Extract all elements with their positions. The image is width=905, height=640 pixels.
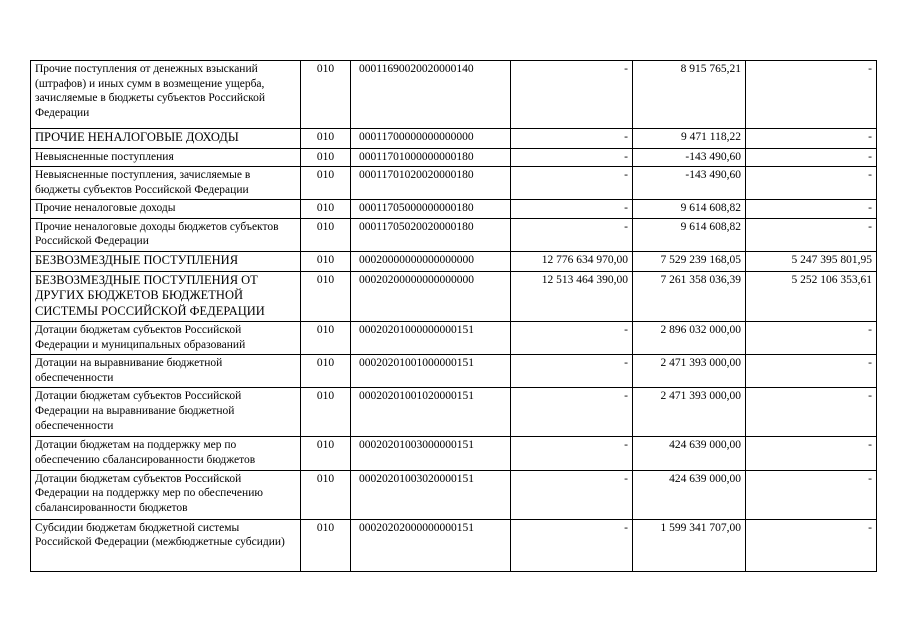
row-line-code: 010 (301, 355, 351, 388)
row-line-code: 010 (301, 218, 351, 251)
income-report-body (31, 61, 877, 572)
row-name: ПРОЧИЕ НЕНАЛОГОВЫЕ ДОХОДЫ (31, 129, 301, 149)
row-name: Дотации бюджетам на поддержку мер по обеспечению сбалансированности бюджетов (31, 437, 301, 470)
row-executed: 2 471 393 000,00 (633, 388, 746, 437)
row-budget-code: 00011701000000000180 (351, 148, 511, 167)
row-executed: 9 614 608,82 (633, 218, 746, 251)
row-approved: - (511, 129, 633, 149)
row-approved: - (511, 200, 633, 219)
row-budget-code: 00020201001020000151 (351, 388, 511, 437)
row-name: Прочие неналоговые доходы (31, 200, 301, 219)
row-line-code: 010 (301, 271, 351, 322)
row-approved: - (511, 470, 633, 519)
table-row (31, 519, 877, 571)
row-approved: - (511, 148, 633, 167)
row-name: БЕЗВОЗМЕЗДНЫЕ ПОСТУПЛЕНИЯ (31, 252, 301, 272)
row-unexecuted: - (746, 61, 877, 129)
row-approved: - (511, 519, 633, 571)
row-unexecuted: 5 247 395 801,95 (746, 252, 877, 272)
row-executed: 2 471 393 000,00 (633, 355, 746, 388)
row-line-code: 010 (301, 252, 351, 272)
row-approved: - (511, 167, 633, 200)
row-executed: 1 599 341 707,00 (633, 519, 746, 571)
row-unexecuted: - (746, 437, 877, 470)
row-name: Дотации бюджетам субъектов Российской Федерации на выравнивание бюджетной обеспеченности (31, 388, 301, 437)
row-unexecuted: - (746, 388, 877, 437)
row-name: Невыясненные поступления, зачисляемые в бюджеты субъектов Российской Федерации (31, 167, 301, 200)
row-approved: - (511, 437, 633, 470)
row-line-code: 010 (301, 388, 351, 437)
row-executed: 7 261 358 036,39 (633, 271, 746, 322)
table-row (31, 322, 877, 355)
row-approved: - (511, 355, 633, 388)
row-name: Прочие поступления от денежных взысканий (штрафов) и иных сумм в возмещение ущерба, зачисляемые в бюджеты субъектов Российской Федерации (31, 61, 301, 129)
table-row (31, 61, 877, 129)
row-unexecuted: - (746, 129, 877, 149)
row-unexecuted: - (746, 470, 877, 519)
row-executed: -143 490,60 (633, 148, 746, 167)
row-approved: - (511, 322, 633, 355)
row-executed: 8 915 765,21 (633, 61, 746, 129)
row-budget-code: 00020202000000000151 (351, 519, 511, 571)
row-name: Дотации бюджетам субъектов Российской Федерации и муниципальных образований (31, 322, 301, 355)
row-line-code: 010 (301, 200, 351, 219)
row-unexecuted: - (746, 200, 877, 219)
row-budget-code: 00020201001000000151 (351, 355, 511, 388)
table-row (31, 470, 877, 519)
row-unexecuted: - (746, 519, 877, 571)
row-name: Субсидии бюджетам бюджетной системы Российской Федерации (межбюджетные субсидии) (31, 519, 301, 571)
row-budget-code: 00020201003000000151 (351, 437, 511, 470)
row-executed: 7 529 239 168,05 (633, 252, 746, 272)
row-name: Дотации на выравнивание бюджетной обеспеченности (31, 355, 301, 388)
row-executed: 9 614 608,82 (633, 200, 746, 219)
row-name: БЕЗВОЗМЕЗДНЫЕ ПОСТУПЛЕНИЯ ОТ ДРУГИХ БЮДЖЕТОВ БЮДЖЕТНОЙ СИСТЕМЫ РОССИЙСКОЙ ФЕДЕРАЦИИ (31, 271, 301, 322)
table-row (31, 355, 877, 388)
table-row (31, 388, 877, 437)
row-approved: 12 776 634 970,00 (511, 252, 633, 272)
row-name: Дотации бюджетам субъектов Российской Федерации на поддержку мер по обеспечению сбалансированности бюджетов (31, 470, 301, 519)
row-executed: 9 471 118,22 (633, 129, 746, 149)
row-name: Прочие неналоговые доходы бюджетов субъектов Российской Федерации (31, 218, 301, 251)
table-row (31, 129, 877, 149)
row-budget-code: 00020201003020000151 (351, 470, 511, 519)
row-budget-code: 00011701020020000180 (351, 167, 511, 200)
row-line-code: 010 (301, 470, 351, 519)
table-row (31, 218, 877, 251)
income-report-table (30, 60, 877, 572)
row-unexecuted: - (746, 322, 877, 355)
row-executed: 424 639 000,00 (633, 437, 746, 470)
row-line-code: 010 (301, 167, 351, 200)
row-unexecuted: 5 252 106 353,61 (746, 271, 877, 322)
table-row (31, 167, 877, 200)
row-approved: - (511, 388, 633, 437)
row-budget-code: 00020201000000000151 (351, 322, 511, 355)
row-budget-code: 00011700000000000000 (351, 129, 511, 149)
row-line-code: 010 (301, 322, 351, 355)
row-budget-code: 00011690020020000140 (351, 61, 511, 129)
row-unexecuted: - (746, 167, 877, 200)
row-unexecuted: - (746, 218, 877, 251)
table-row (31, 271, 877, 322)
row-budget-code: 00020200000000000000 (351, 271, 511, 322)
row-approved: 12 513 464 390,00 (511, 271, 633, 322)
row-line-code: 010 (301, 129, 351, 149)
table-row (31, 437, 877, 470)
row-executed: 2 896 032 000,00 (633, 322, 746, 355)
row-name: Невыясненные поступления (31, 148, 301, 167)
row-budget-code: 00020000000000000000 (351, 252, 511, 272)
row-budget-code: 00011705000000000180 (351, 200, 511, 219)
row-approved: - (511, 61, 633, 129)
row-unexecuted: - (746, 148, 877, 167)
row-executed: -143 490,60 (633, 167, 746, 200)
row-line-code: 010 (301, 148, 351, 167)
table-row (31, 200, 877, 219)
row-unexecuted: - (746, 355, 877, 388)
row-line-code: 010 (301, 437, 351, 470)
table-row (31, 252, 877, 272)
row-budget-code: 00011705020020000180 (351, 218, 511, 251)
row-line-code: 010 (301, 519, 351, 571)
table-row (31, 148, 877, 167)
row-line-code: 010 (301, 61, 351, 129)
row-executed: 424 639 000,00 (633, 470, 746, 519)
row-approved: - (511, 218, 633, 251)
